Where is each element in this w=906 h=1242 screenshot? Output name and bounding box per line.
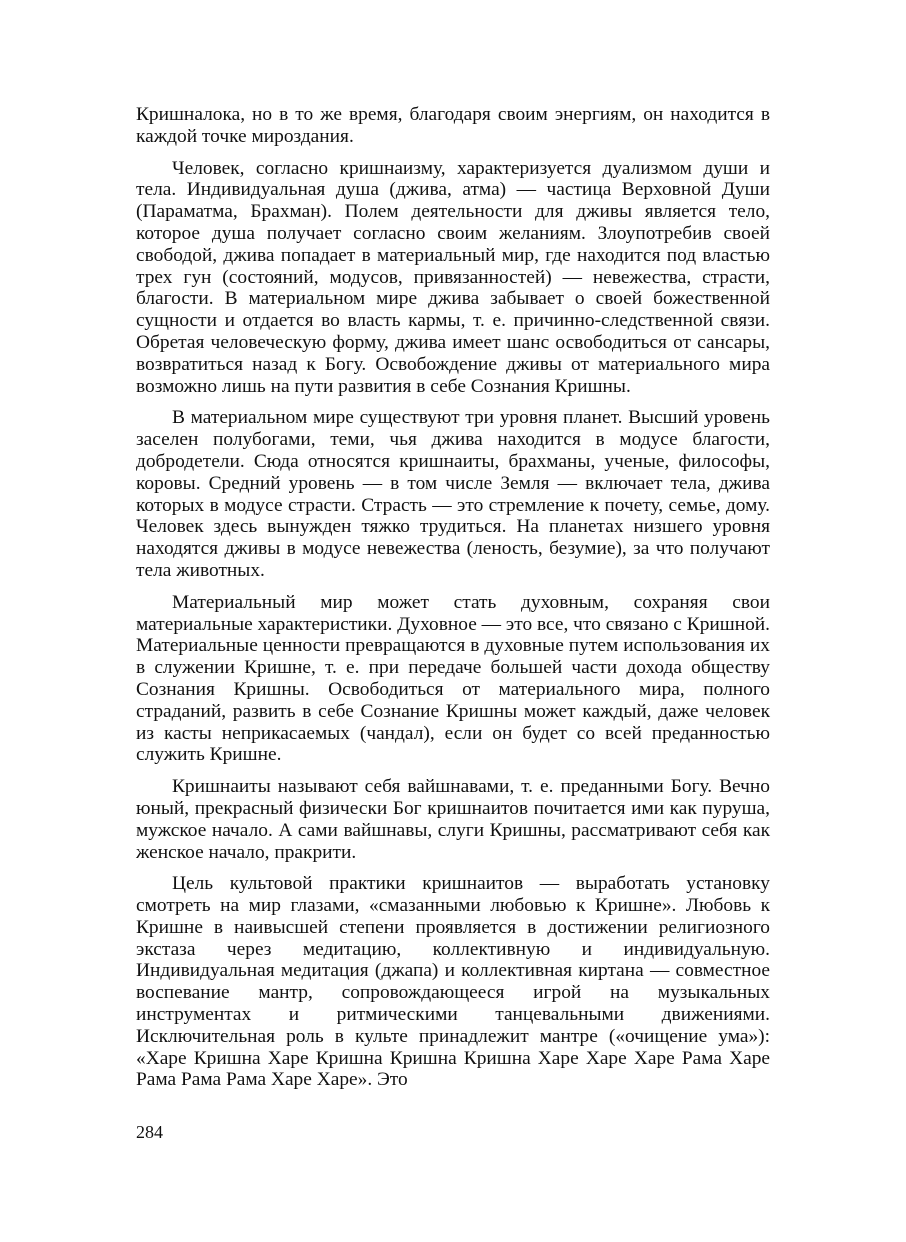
page-body	[136, 104, 770, 1101]
paragraph-2: Человек, согласно кришнаизму, характеризуется дуализмом души и тела. Индивидуальная душа (джива, атма) — частица Верховной Души (Параматма, Брахман). Полем деятельности для дживы является тело, которое душа получает согласно своим желаниям. Злоупотребив своей свободой, джива попадает в материальный мир, где находится под властью трех гун (состояний, модусов, привязанностей) — невежества, страсти, благости. В материальном мире джива забывает о своей божественной сущности и отдается во власть кармы, т. е. причинно-следственной связи. Обретая человеческую форму, джива имеет шанс освободиться от сансары, возвратиться назад к Богу. Освобождение дживы от материального мира возможно лишь на пути развития в себе Сознания Кришны.	[136, 157, 770, 397]
paragraph-5: Кришнаиты называют себя вайшнавами, т. е. преданными Богу. Вечно юный, прекрасный физически Бог кришнаитов почитается ими как пуруша, мужское начало. А сами вайшнавы, слуги Кришны, рассматривают себя как женское начало, пракрити.	[136, 776, 770, 863]
paragraph-1: Кришналока, но в то же время, благодаря своим энергиям, он находится в каждой точке мироздания.	[136, 104, 770, 147]
paragraph-4: Материальный мир может стать духовным, сохраняя свои материальные характеристики. Духовное — это все, что связано с Кришной. Материальные ценности превращаются в духовные путем использования их в служении Кришне, т. е. при передаче большей части дохода обществу Сознания Кришны. Освободиться от материального мира, полного страданий, развить в себе Сознание Кришны может каждый, даже человек из касты неприкасаемых (чандал), если он будет со всей преданностью служить Кришне.	[136, 591, 770, 766]
paragraph-3: В материальном мире существуют три уровня планет. Высший уровень заселен полубогами, теми, чья джива находится в модусе благости, добродетели. Сюда относятся кришнаиты, брахманы, ученые, философы, коровы. Средний уровень — в том числе Земля — включает тела, джива которых в модусе страсти. Страсть — это стремление к почету, семье, дому. Человек здесь вынужден тяжко трудиться. На планетах низшего уровня находятся дживы в модусе невежества (леность, безумие), за что получают тела животных.	[136, 407, 770, 581]
page-number: 284	[136, 1122, 163, 1142]
paragraph-6: Цель культовой практики кришнаитов — выработать установку смотреть на мир глазами, «смазанными любовью к Кришне». Любовь к Кришне в наивысшей степени проявляется в достижении религиозного экстаза через медитацию, коллективную и индивидуальную. Индивидуальная медитация (джапа) и коллективная киртана — совместное воспевание мантр, сопровождающееся игрой на музыкальных инструментах и ритмическими танцевальными движениями. Исключительная роль в культе принадлежит мантре («очищение ума»): «Харе Кришна Харе Кришна Кришна Кришна Харе Харе Харе Рама Харе Рама Рама Рама Харе Харе». Это	[136, 873, 770, 1091]
